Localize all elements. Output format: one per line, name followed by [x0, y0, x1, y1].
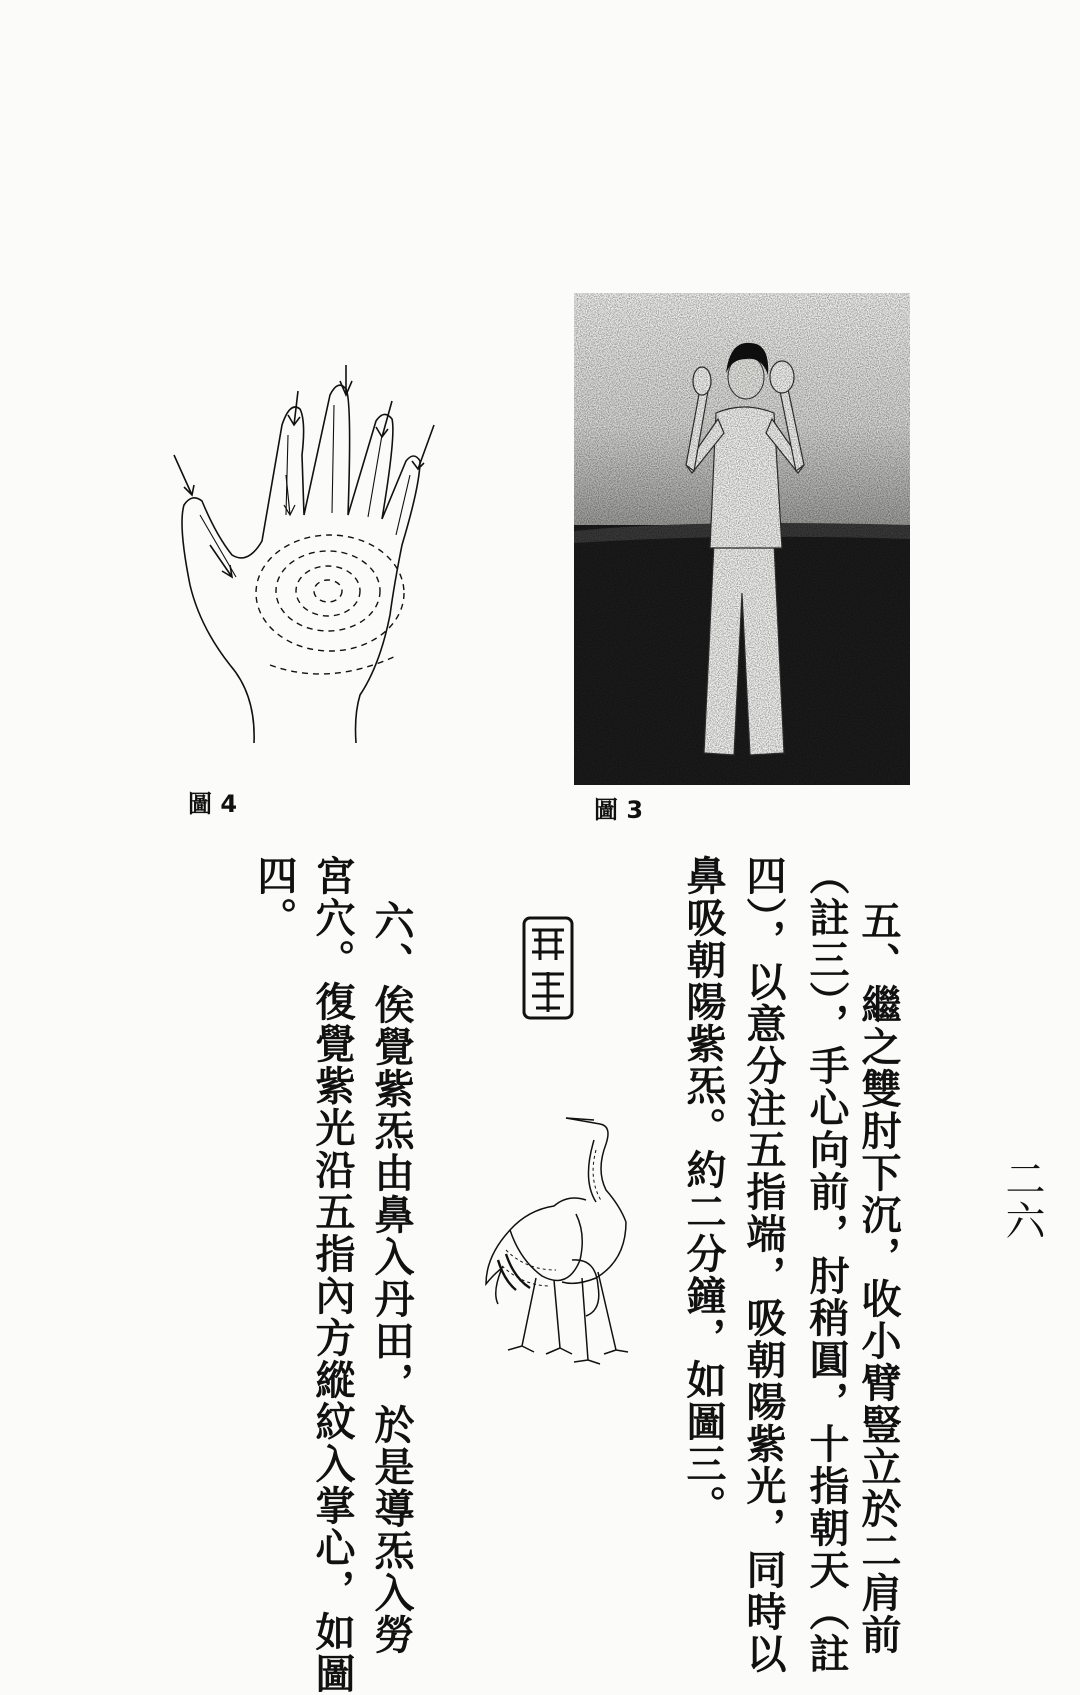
- step6-line-2: 宮穴。復覺紫光沿五指內方縱紋入掌心，如圖: [309, 855, 356, 1695]
- figure-4-caption: 圖 4: [188, 790, 238, 818]
- page-number: 二六: [999, 1158, 1045, 1242]
- cranes-drawing: [476, 1110, 646, 1365]
- step6-line-1: 六、俟覺紫炁由鼻入丹田，於是導炁入勞: [368, 900, 415, 1656]
- step5-line-2: （註三），手心向前，肘稍圓，十指朝天（註: [803, 855, 850, 1675]
- step5-line-1: 五、繼之雙肘下沉，收小臂豎立於二肩前: [855, 900, 902, 1656]
- step5-line-3: 四），以意分注五指端，吸朝陽紫光，同時以: [740, 855, 787, 1675]
- step6-line-3: 四。: [251, 855, 298, 939]
- figure-4-hand-drawing: [170, 365, 450, 745]
- figure-3-caption: 圖 3: [594, 796, 644, 824]
- seal-stamp: [520, 912, 576, 1022]
- step5-line-4: 鼻吸朝陽紫炁。約二分鐘，如圖三。: [680, 855, 727, 1527]
- figure-3-photo: [574, 293, 910, 785]
